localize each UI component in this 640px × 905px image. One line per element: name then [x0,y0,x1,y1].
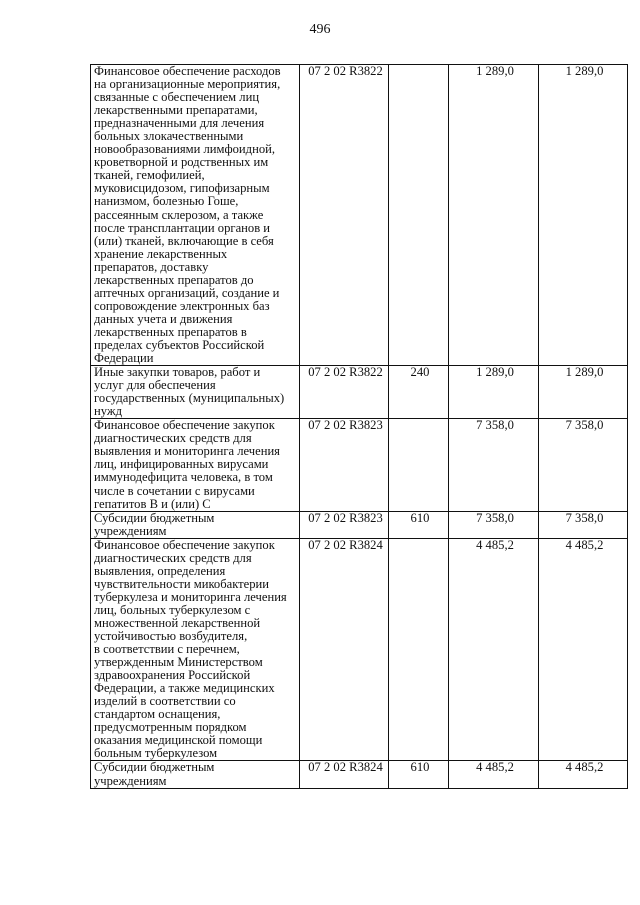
row-sum-2-cell: 4 485,2 [539,761,628,788]
row-name: Финансовое обеспечение закупок диагностических средств для выявления и мониторинга лечения лиц, инфицированных вирусами иммунодефицита человека, в том числе в сочетании с вирусами гепатитов В и (или) С [94,418,280,511]
row-sum-1-cell: 7 358,0 [449,419,539,511]
table-row [91,511,628,538]
row-code-cell: 07 2 02 R3823 [300,511,389,538]
row-sum-2-cell: 1 289,0 [539,65,628,366]
row-sum-1-cell: 1 289,0 [449,366,539,419]
row-expense-type-cell [389,65,449,366]
row-code-cell: 07 2 02 R3824 [300,761,389,788]
row-code-cell: 07 2 02 R3822 [300,366,389,419]
row-name-cell [91,511,300,538]
row-sum-2-cell: 7 358,0 [539,511,628,538]
row-name: Субсидии бюджетным учреждениям [94,760,215,788]
row-expense-type-cell [389,538,449,761]
row-name-cell [91,419,300,511]
row-sum-1-cell: 4 485,2 [449,761,539,788]
row-sum-1-cell: 4 485,2 [449,538,539,761]
row-sum-2-cell: 4 485,2 [539,538,628,761]
row-expense-type-cell [389,419,449,511]
row-sum-2-cell: 1 289,0 [539,366,628,419]
table-row [91,366,628,419]
row-name-cell [91,538,300,761]
table-row [91,419,628,511]
row-name: Финансовое обеспечение закупок диагностических средств для выявления, определения чувствительности микобактерии туберкулеза и мониторинга лечения лиц, больных туберкулезом с множественной лекарственной устойчивостью возбудителя, в соответствии с перечнем, утвержденным Министерством здравоохранения Российской Федерации, а также медицинских изделий в соответствии со стандартом оснащения, предусмотренным порядком оказания медицинской помощи больным туберкулезом [94,537,287,761]
table-row [91,65,628,366]
row-expense-type-cell: 610 [389,511,449,538]
row-expense-type-cell: 240 [389,366,449,419]
row-code-cell: 07 2 02 R3824 [300,538,389,761]
row-sum-2-cell: 7 358,0 [539,419,628,511]
row-code-cell: 07 2 02 R3822 [300,65,389,366]
row-sum-1-cell: 1 289,0 [449,65,539,366]
budget-table [90,64,628,789]
table-row [91,538,628,761]
row-name-cell [91,65,300,366]
row-sum-1-cell: 7 358,0 [449,511,539,538]
page-number: 496 [309,22,331,37]
row-name: Финансовое обеспечение расходов на организационные мероприятия, связанные с обеспечением лиц лекарственными препаратами, предназначенными для лечения больных злокачественными новообразованиями лимфоидной, кроветворной и родственных им тканей, гемофилией, муковисцидозом, гипофизарным нанизмом, болезнью Гоше, рассеянным склерозом, а также после трансплантации органов и (или) тканей, включающие в себя хранение лекарственных препаратов, доставку лекарственных препаратов до аптечных организаций, создание и сопровождение электронных баз данных учета и движения лекарственных препаратов в пределах субъектов Российской Федерации [94,64,281,366]
row-code-cell: 07 2 02 R3823 [300,419,389,511]
row-name-cell [91,366,300,419]
row-name-cell [91,761,300,788]
row-name: Иные закупки товаров, работ и услуг для обеспечения государственных (муниципальных) нужд [94,365,285,419]
table-row [91,761,628,788]
row-name: Субсидии бюджетным учреждениям [94,510,215,538]
row-expense-type-cell: 610 [389,761,449,788]
